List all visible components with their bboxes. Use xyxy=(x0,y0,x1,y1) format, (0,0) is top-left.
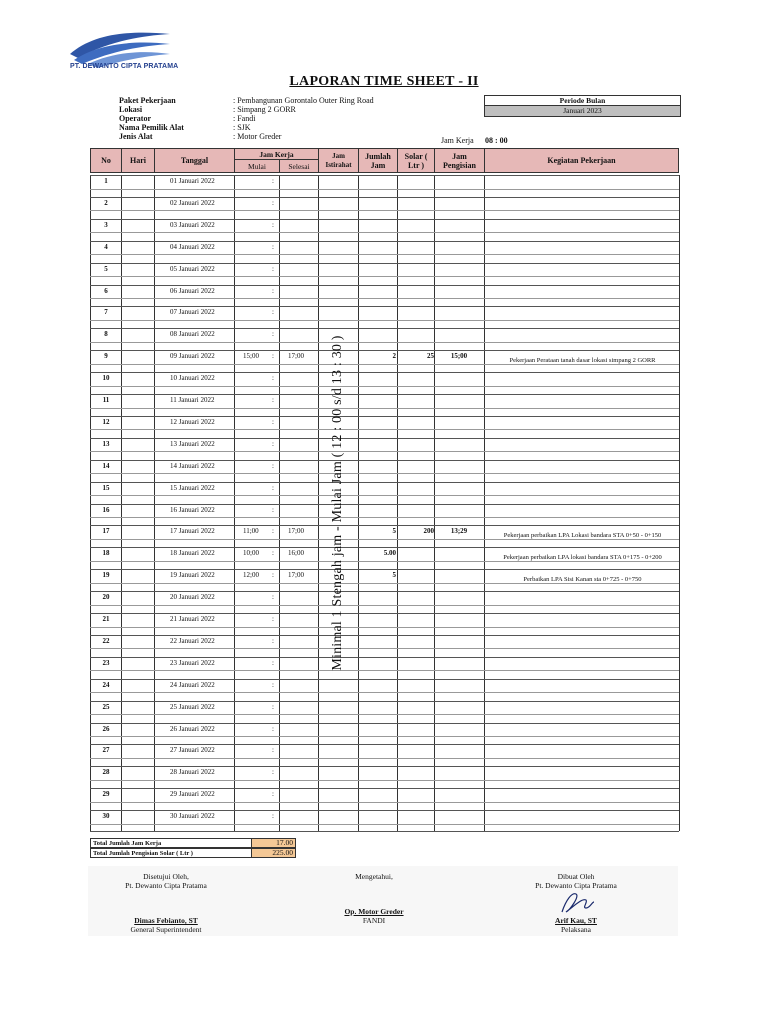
grid-hline-sub xyxy=(90,473,679,474)
row-jumlah-jam: 2 xyxy=(392,352,396,361)
row-no: 1 xyxy=(104,177,108,185)
row-jam-pengisian: 15;00 xyxy=(450,352,468,361)
grid-hline xyxy=(90,569,679,570)
row-selesai: 16;00 xyxy=(288,549,304,558)
row-mulai: 10;00 xyxy=(243,549,259,558)
row-no: 20 xyxy=(102,593,110,602)
header-no: No xyxy=(90,148,122,173)
total-solar-value: 225.00 xyxy=(251,849,295,857)
row-tanggal: 25 Januari 2022 xyxy=(170,702,215,711)
row-mulai: 11;00 xyxy=(243,527,259,536)
row-selesai: 17;00 xyxy=(288,571,304,580)
grid-hline xyxy=(90,504,679,505)
info-value-jenis-alat: : Motor Greder xyxy=(233,132,282,141)
row-no: 28 xyxy=(102,768,110,777)
row-tanggal: 03 Januari 2022 xyxy=(170,220,215,229)
row-tanggal: 27 Januari 2022 xyxy=(170,746,215,755)
grid-hline xyxy=(90,788,679,789)
grid-hline xyxy=(90,219,679,220)
grid-hline-sub xyxy=(90,714,679,715)
grid-hline-sub xyxy=(90,342,679,343)
grid-hline xyxy=(90,263,679,264)
header-selesai: Selesai xyxy=(279,159,319,173)
signature-prepared-caption: Dibuat Oleh xyxy=(557,872,595,881)
handwritten-signature xyxy=(556,890,596,916)
row-no: 26 xyxy=(102,724,110,733)
row-colon: : xyxy=(272,615,274,623)
row-no: 29 xyxy=(102,790,110,799)
grid-hline xyxy=(90,679,679,680)
row-kegiatan: Pekerjaan perbaikan LPA Lokasi bandara STA 0+50 - 0+150 xyxy=(503,532,662,540)
grid-hline xyxy=(90,591,679,592)
row-colon: : xyxy=(272,702,274,711)
grid-hline xyxy=(90,613,679,614)
total-jam-value: 17.00 xyxy=(251,839,295,847)
row-jumlah-jam: 5 xyxy=(392,527,396,536)
grid-hline-sub xyxy=(90,517,679,518)
grid-hline xyxy=(90,701,679,702)
grid-hline xyxy=(90,416,679,417)
row-colon: : xyxy=(272,527,274,536)
row-colon: : xyxy=(272,220,274,229)
row-no: 25 xyxy=(102,702,110,711)
grid-hline xyxy=(90,766,679,767)
header-jam-pengisian: Jam Pengisian xyxy=(434,148,485,173)
grid-hline xyxy=(90,460,679,461)
row-tanggal: 18 Januari 2022 xyxy=(170,549,215,558)
signature-approved-role: General Superintendent xyxy=(130,925,202,934)
row-colon: : xyxy=(272,812,274,821)
grid-hline-sub xyxy=(90,189,679,190)
row-tanggal: 04 Januari 2022 xyxy=(170,242,215,251)
grid-hline-sub xyxy=(90,429,679,430)
header-jam-kerja: Jam Kerja xyxy=(234,148,319,160)
grid-hline-sub xyxy=(90,670,679,671)
signature-prepared-org: Pt. Dewanto Cipta Pratama xyxy=(535,881,617,890)
row-no: 13 xyxy=(102,439,110,448)
row-no: 6 xyxy=(104,286,108,295)
info-value-paket: : Pembangunan Gorontalo Outer Ring Road xyxy=(233,96,374,105)
grid-hline-sub xyxy=(90,648,679,649)
row-tanggal: 09 Januari 2022 xyxy=(170,352,215,361)
row-tanggal: 19 Januari 2022 xyxy=(170,571,215,580)
grid-hline xyxy=(90,350,679,351)
grid-hline xyxy=(90,525,679,526)
signature-prepared-name: Arif Kau, ST xyxy=(555,916,597,925)
row-tanggal: 26 Januari 2022 xyxy=(170,724,215,733)
signature-approved xyxy=(86,872,246,934)
row-no: 23 xyxy=(102,658,110,667)
grid-hline xyxy=(90,657,679,658)
row-colon: : xyxy=(272,571,274,580)
header-jam-istirahat: Jam Istirahat xyxy=(318,148,359,173)
row-colon: : xyxy=(272,374,274,383)
company-name: PT. DEWANTO CIPTA PRATAMA xyxy=(70,63,179,70)
row-colon: : xyxy=(272,439,274,448)
row-solar: 25 xyxy=(427,352,434,361)
grid-hline-sub xyxy=(90,276,679,277)
row-tanggal: 20 Januari 2022 xyxy=(170,593,215,602)
header-hari: Hari xyxy=(121,148,155,173)
row-no: 8 xyxy=(104,330,108,339)
row-tanggal: 15 Januari 2022 xyxy=(170,483,215,492)
row-no: 17 xyxy=(102,527,110,536)
total-jam-row xyxy=(90,838,296,848)
grid-hline-sub xyxy=(90,692,679,693)
row-mulai: 12;00 xyxy=(243,571,259,580)
row-no: 9 xyxy=(104,352,108,361)
row-tanggal: 24 Januari 2022 xyxy=(170,680,215,689)
row-colon: : xyxy=(272,330,274,339)
grid-hline xyxy=(90,810,679,811)
row-colon: : xyxy=(272,724,274,733)
row-colon: : xyxy=(272,242,274,251)
row-colon: : xyxy=(272,461,274,470)
grid-hline xyxy=(90,328,679,329)
grid-hline xyxy=(90,723,679,724)
row-no: 21 xyxy=(102,615,110,623)
row-colon: : xyxy=(272,746,274,755)
grid-hline xyxy=(90,438,679,439)
signature-approved-name: Dimas Febianto, ST xyxy=(134,916,198,925)
grid-hline xyxy=(90,547,679,548)
row-tanggal: 02 Januari 2022 xyxy=(170,198,215,207)
periode-label: Periode Bulan xyxy=(485,96,680,106)
row-no: 16 xyxy=(102,505,110,514)
istirahat-note: Minimal 1 Stengah jam - Mulai Jam ( 12 : 00 s/d 13 : 30 ) xyxy=(330,335,345,671)
header-tanggal: Tanggal xyxy=(154,148,235,173)
grid-hline-sub xyxy=(90,495,679,496)
row-no: 27 xyxy=(102,746,110,755)
grid-hline-sub xyxy=(90,780,679,781)
info-label-lokasi: Lokasi xyxy=(119,105,143,114)
row-colon: : xyxy=(272,658,274,667)
grid-hline xyxy=(90,394,679,395)
row-selesai: 17;00 xyxy=(288,352,304,361)
signature-acknowledged xyxy=(294,872,454,925)
row-kegiatan: Perbaikan LPA Sisi Kanan sta 0+725 - 0+750 xyxy=(523,576,642,584)
row-solar: 200 xyxy=(423,527,434,536)
grid-hline xyxy=(90,285,679,286)
row-tanggal: 06 Januari 2022 xyxy=(170,286,215,295)
row-colon: : xyxy=(272,264,274,273)
grid-hline-sub xyxy=(90,210,679,211)
row-colon: : xyxy=(272,417,274,426)
row-colon: : xyxy=(272,549,274,558)
row-no: 15 xyxy=(102,483,110,492)
signature-approved-org: Pt. Dewanto Cipta Pratama xyxy=(125,881,207,890)
grid-hline-sub xyxy=(90,386,679,387)
grid-hline xyxy=(90,306,679,307)
row-no: 7 xyxy=(104,308,108,317)
grid-hline xyxy=(90,831,679,832)
grid-hline-sub xyxy=(90,605,679,606)
row-tanggal: 30 Januari 2022 xyxy=(170,812,215,821)
info-label-operator: Operator xyxy=(119,114,151,123)
total-solar-row xyxy=(90,848,296,858)
signature-acknowledged-caption: Mengetahui, xyxy=(355,872,393,881)
signature-acknowledged-role: FANDI xyxy=(362,916,386,925)
periode-value: Januari 2023 xyxy=(485,106,680,116)
row-no: 5 xyxy=(104,264,108,273)
row-tanggal: 01 Januari 2022 xyxy=(170,177,215,185)
row-kegiatan: Pekerjaan Perataan tanah dasar lokasi simpang 2 GORR xyxy=(509,357,656,365)
header-mulai: Mulai xyxy=(234,159,280,173)
row-no: 22 xyxy=(102,636,110,645)
grid-hline-sub xyxy=(90,824,679,825)
info-label-jenis-alat: Jenis Alat xyxy=(119,132,153,141)
grid-hline-sub xyxy=(90,232,679,233)
signature-approved-caption: Disetujui Oleh, xyxy=(143,872,189,881)
row-no: 24 xyxy=(102,680,110,689)
signature-prepared-role: Pelaksana xyxy=(561,925,591,934)
row-no: 19 xyxy=(102,571,110,580)
row-colon: : xyxy=(272,396,274,404)
row-tanggal: 22 Januari 2022 xyxy=(170,636,215,645)
row-tanggal: 10 Januari 2022 xyxy=(170,374,215,383)
row-colon: : xyxy=(272,636,274,645)
row-no: 12 xyxy=(102,417,110,426)
row-tanggal: 28 Januari 2022 xyxy=(170,768,215,777)
row-colon: : xyxy=(272,177,274,185)
row-colon: : xyxy=(272,352,274,361)
grid-hline xyxy=(90,482,679,483)
row-tanggal: 14 Januari 2022 xyxy=(170,461,215,470)
signature-acknowledged-name: Op. Motor Greder xyxy=(344,907,404,916)
grid-hline-sub xyxy=(90,298,679,299)
row-no: 18 xyxy=(102,549,110,558)
row-tanggal: 17 Januari 2022 xyxy=(170,527,215,536)
grid-hline xyxy=(90,744,679,745)
row-jumlah-jam: 5 xyxy=(392,571,396,580)
info-value-lokasi: : Simpang 2 GORR xyxy=(233,105,296,114)
row-colon: : xyxy=(272,790,274,799)
row-colon: : xyxy=(272,680,274,689)
row-tanggal: 08 Januari 2022 xyxy=(170,330,215,339)
grid-hline xyxy=(90,197,679,198)
row-colon: : xyxy=(272,593,274,602)
grid-hline-sub xyxy=(90,320,679,321)
info-label-pemilik: Nama Pemilik Alat xyxy=(119,123,184,132)
row-kegiatan: Pekerjaan perbaikan LPA lokasi bandara STA 0+175 - 0+200 xyxy=(503,554,662,562)
jam-kerja-label: Jam Kerja xyxy=(441,136,474,145)
row-colon: : xyxy=(272,505,274,514)
row-no: 11 xyxy=(102,396,110,404)
info-label-paket: Paket Pekerjaan xyxy=(119,96,176,105)
row-tanggal: 05 Januari 2022 xyxy=(170,264,215,273)
row-no: 10 xyxy=(102,374,110,383)
info-value-operator: : Fandi xyxy=(233,114,256,123)
grid-vline xyxy=(679,175,680,831)
row-tanggal: 13 Januari 2022 xyxy=(170,439,215,448)
row-jumlah-jam: 5.00 xyxy=(383,549,396,558)
row-tanggal: 21 Januari 2022 xyxy=(170,615,215,623)
row-mulai: 15;00 xyxy=(243,352,259,361)
row-jam-pengisian: 13;29 xyxy=(450,527,468,536)
row-no: 3 xyxy=(104,220,108,229)
grid-hline-sub xyxy=(90,408,679,409)
total-jam-label: Total Jumlah Jam Kerja xyxy=(93,840,162,847)
grid-hline xyxy=(90,635,679,636)
header-solar: Solar ( Ltr ) xyxy=(397,148,435,173)
row-no: 30 xyxy=(102,812,110,821)
row-tanggal: 29 Januari 2022 xyxy=(170,790,215,799)
row-no: 2 xyxy=(104,198,108,207)
row-tanggal: 11 Januari 2022 xyxy=(170,396,215,404)
row-tanggal: 23 Januari 2022 xyxy=(170,658,215,667)
grid-hline xyxy=(90,241,679,242)
grid-hline xyxy=(90,175,679,176)
periode-box xyxy=(484,95,681,117)
row-colon: : xyxy=(272,286,274,295)
grid-hline-sub xyxy=(90,758,679,759)
row-tanggal: 16 Januari 2022 xyxy=(170,505,215,514)
grid-hline-sub xyxy=(90,451,679,452)
grid-hline xyxy=(90,372,679,373)
jam-kerja-value: 08 : 00 xyxy=(485,136,508,145)
row-colon: : xyxy=(272,198,274,207)
row-selesai: 17;00 xyxy=(288,527,304,536)
signature-prepared xyxy=(496,872,656,934)
row-tanggal: 12 Januari 2022 xyxy=(170,417,215,426)
row-colon: : xyxy=(272,483,274,492)
total-solar-label: Total Jumlah Pengisian Solar ( Ltr ) xyxy=(93,850,193,857)
grid-hline-sub xyxy=(90,736,679,737)
page-title: LAPORAN TIME SHEET - II xyxy=(289,74,479,89)
header-kegiatan: Kegiatan Pekerjaan xyxy=(484,148,679,173)
row-colon: : xyxy=(272,308,274,317)
row-no: 4 xyxy=(104,242,108,251)
grid-hline-sub xyxy=(90,254,679,255)
row-colon: : xyxy=(272,768,274,777)
row-no: 14 xyxy=(102,461,110,470)
info-value-pemilik: : SJK xyxy=(233,123,251,132)
header-jumlah-jam: Jumlah Jam xyxy=(358,148,398,173)
grid-hline-sub xyxy=(90,627,679,628)
row-tanggal: 07 Januari 2022 xyxy=(170,308,215,317)
grid-hline-sub xyxy=(90,802,679,803)
istirahat-column xyxy=(318,175,358,831)
